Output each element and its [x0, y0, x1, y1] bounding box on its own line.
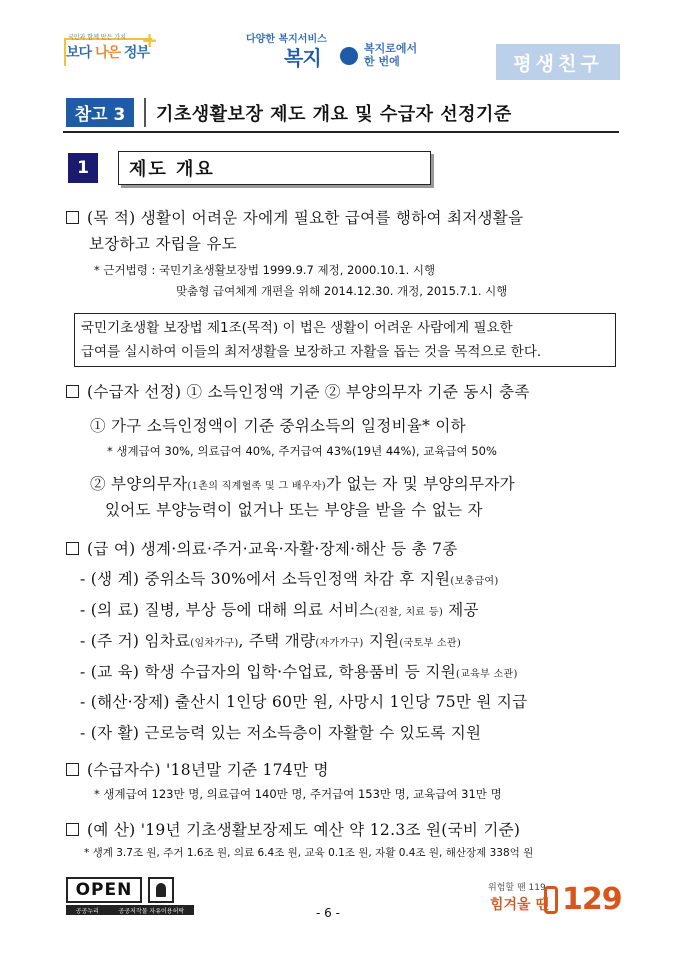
open-strip-left: 공공누리: [75, 907, 99, 915]
benefit-housing-small1: (임차가구): [190, 638, 239, 649]
gov-logo-text: [66, 42, 149, 62]
reference-tag: 참고 3: [66, 98, 134, 127]
law-note-1: * 근거법령 : 국민기초생활보장법 1999.9.7 제정, 2000.10.1. 시행: [94, 263, 436, 277]
bokjiro-subtitle-line1: 복지로에서: [364, 42, 418, 55]
section-number: 1: [68, 153, 98, 183]
benefit-medical-label: - (의 료): [80, 601, 140, 619]
benefit-housing-text2: , 주택 개량: [238, 632, 316, 650]
benefit-living-label: - (생 계): [80, 570, 140, 588]
open-strip-right: 공공저작물 자유이용허락: [118, 907, 185, 915]
recipient-count-note: * 생계급여 123만 명, 의료급여 140만 명, 주거급여 153만 명, 교육급여 31만 명: [94, 787, 502, 801]
benefit-housing-text1: 임차료: [144, 632, 191, 650]
title-underline: [63, 131, 619, 133]
law-article-line2: 급여를 실시하여 이들의 최저생활을 보장하고 자활을 돕는 것을 목적으로 한다.: [81, 344, 542, 360]
recipient-count-label: (수급자수): [87, 761, 161, 779]
budget-note: * 생계 3.7조 원, 주거 1.6조 원, 의료 6.4조 원, 교육 0.1조 원, 자활 0.4조 원, 해산장제 338억 원: [84, 847, 534, 859]
purpose-text-cont: 보장하고 자립을 유도: [89, 235, 237, 253]
license-person-icon: [148, 877, 174, 903]
benefit-birth-label: - (해산·장제): [80, 693, 170, 711]
benefit-medical: [80, 598, 479, 620]
bokjiro-subtitle-line2: 한 번에: [364, 55, 400, 68]
gov-logo-part1: 보다: [66, 45, 92, 61]
benefit-education-text: 학생 수급자의 입학·수업료, 학용품비 등 지원: [144, 663, 456, 681]
open-license-logo: [66, 877, 194, 915]
support-criterion-small: (1촌의 직계혈족 및 그 배우자): [187, 481, 326, 492]
plus-icon: +: [141, 28, 158, 52]
support-criterion-cont: 있어도 부양능력이 없거나 또는 부양을 받을 수 없는 자: [105, 501, 483, 519]
benefit-birth-funeral: [80, 690, 527, 712]
bokjiro-tagline: 다양한 복지서비스: [246, 34, 327, 45]
benefit-medical-small: (진찰, 치료 등): [374, 607, 444, 618]
benefit-education-label: - (교 육): [80, 663, 140, 681]
benefit-self-label: - (자 활): [80, 724, 140, 742]
income-note: * 생계급여 30%, 의료급여 40%, 주거급여 43%(19년 44%), 교육급여 50%: [107, 444, 497, 458]
open-logo-text: OPEN: [66, 877, 142, 903]
purpose-label: (목 적): [87, 209, 136, 227]
benefit-housing: [80, 629, 461, 651]
recipient-count-line: [66, 758, 329, 780]
purpose-text: 생활이 어려운 자에게 필요한 급여를 행하여 최저생활을: [140, 209, 524, 227]
gov-logo-part3: 정부: [123, 45, 149, 61]
budget-line: [66, 818, 520, 840]
bokjiro-subtitle: [364, 42, 417, 68]
bokjiro-ro-icon: [340, 47, 358, 65]
bokjiro-logo: [246, 30, 416, 70]
benefit-education-small: (교육부 소관): [455, 669, 518, 680]
benefit-living-text: 중위소득 30%에서 소득인정액 차감 후 지원: [144, 570, 451, 588]
benefit-housing-text3: 지원: [368, 632, 400, 650]
open-logo-strip: [66, 905, 194, 915]
selection-label: (수급자 선정): [87, 383, 182, 401]
phone-icon: [544, 886, 558, 914]
checkbox-bullet-icon: [66, 211, 79, 224]
page-title: 기초생활보장 제도 개요 및 수급자 선정기준: [156, 103, 512, 125]
support-criterion-b: 가 없는 자 및 부양의무자가: [325, 475, 515, 493]
gov-slogan: 국민과 함께 만든 가치: [68, 34, 126, 41]
hotline-number: 129: [562, 882, 622, 917]
budget-text: '19년 기초생활보장제도 예산 약 12.3조 원(국비 기준): [140, 821, 521, 839]
benefit-self-support: [80, 721, 481, 743]
benefit-housing-label: - (주 거): [80, 632, 140, 650]
law-article-line1: 국민기초생활 보장법 제1조(목적) 이 법은 생활이 어려운 사람에게 필요한: [81, 320, 513, 336]
benefit-medical-tail: 제공: [448, 601, 479, 619]
benefit-housing-small3: (국토부 소관): [399, 638, 462, 649]
checkbox-bullet-icon: [66, 763, 79, 776]
benefit-living-small: (보충급여): [450, 576, 499, 587]
budget-label: (예 산): [87, 821, 136, 839]
benefit-self-text: 근로능력 있는 저소득층이 자활할 수 있도록 지원: [144, 724, 482, 742]
checkbox-bullet-icon: [66, 823, 79, 836]
lifelong-friend-badge: 평생친구: [496, 44, 620, 80]
gov-logo-part2: 나은: [94, 45, 120, 61]
checkbox-bullet-icon: [66, 385, 79, 398]
benefit-medical-text: 질병, 부상 등에 대해 의료 서비스: [144, 601, 375, 619]
section-title: 제도 개요: [118, 151, 431, 185]
government-logo: [64, 28, 156, 76]
purpose-line: [66, 206, 523, 228]
benefit-education: [80, 660, 518, 682]
benefits-label: (급 여): [87, 540, 136, 558]
selection-line: [66, 380, 530, 402]
benefits-text: 생계·의료·주거·교육·자활·장제·해산 등 총 7종: [140, 540, 458, 558]
hotline-main-text: 힘겨울 땐: [490, 897, 549, 913]
hotline-129-logo: [478, 880, 628, 920]
income-criterion: ① 가구 소득인정액이 기준 중위소득의 일정비율* 이하: [90, 417, 466, 435]
checkbox-bullet-icon: [66, 542, 79, 555]
benefit-housing-small2: (자가가구): [315, 638, 364, 649]
hotline-small-text: 위험할 땐 119: [488, 883, 546, 893]
benefit-living: [80, 567, 499, 589]
recipient-count-text: '18년말 기준 174만 명: [166, 761, 329, 779]
law-article-box: [74, 313, 616, 367]
law-note-2: 맞춤형 급여체계 개편을 위해 2014.12.30. 개정, 2015.7.1. 시행: [176, 284, 508, 298]
benefit-birth-text: 출산시 1인당 60만 원, 사망시 1인당 75만 원 지급: [175, 693, 528, 711]
bokjiro-brand: 복지: [284, 46, 321, 70]
selection-text: ① 소득인정액 기준 ② 부양의무자 기준 동시 충족: [186, 383, 530, 401]
support-criterion: [90, 472, 515, 494]
title-divider: [144, 98, 146, 127]
support-criterion-a: ② 부양의무자: [90, 475, 188, 493]
page-number: - 6 -: [316, 906, 340, 920]
benefits-line: [66, 537, 458, 559]
